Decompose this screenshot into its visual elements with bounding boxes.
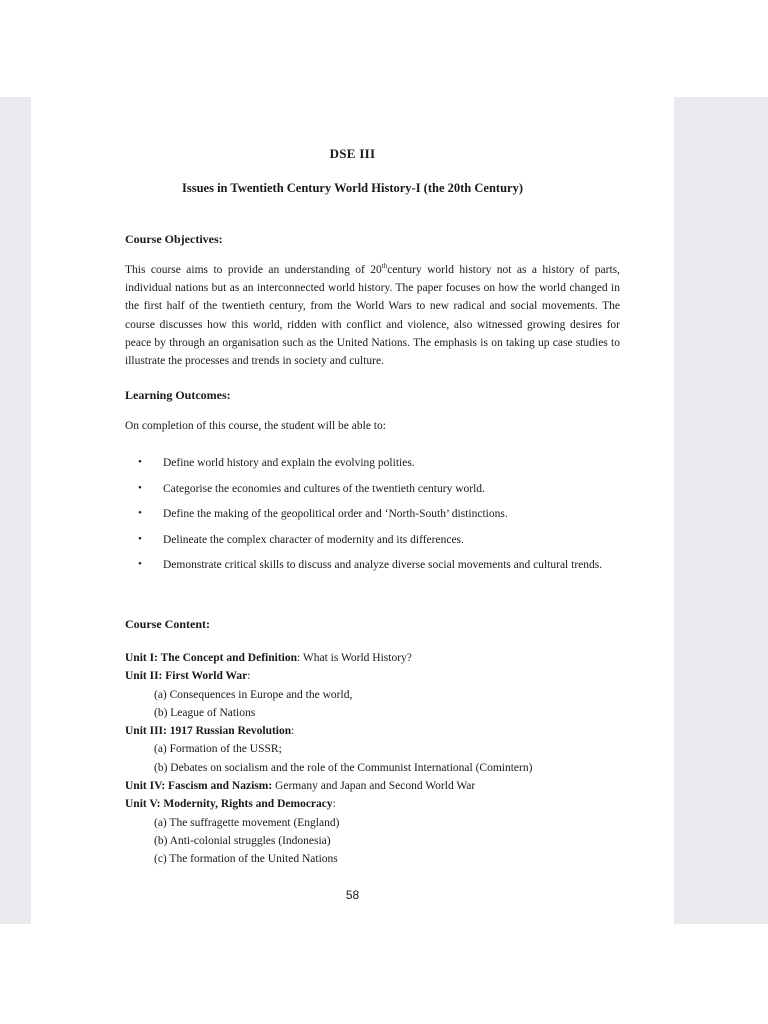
outcome-item	[138, 481, 620, 497]
unit-text: :	[291, 725, 295, 738]
bullet-marker: •	[138, 558, 142, 570]
unit-text: :	[332, 798, 336, 811]
outcome-item	[138, 557, 620, 573]
unit-subtopic: (b) Debates on socialism and the role of the Communist International (Comintern)	[154, 761, 533, 774]
unit-subtopic: (a) Formation of the USSR;	[154, 743, 282, 756]
bullet-marker: •	[138, 507, 142, 519]
document-page	[31, 97, 674, 924]
ordinal-superscript: th	[381, 262, 388, 271]
unit-text: : What is World History?	[297, 652, 412, 664]
outcome-item	[138, 532, 620, 548]
page-number: 58	[345, 888, 360, 902]
units-list	[125, 649, 645, 869]
objectives-heading: Course Objectives:	[125, 232, 223, 246]
outcome-text: Delineate the complex character of modernity and its differences.	[163, 533, 464, 546]
outcome-text: Define the making of the geopolitical order and ‘North-South’ distinctions.	[163, 508, 508, 520]
unit-label: Unit IV: Fascism and Nazism:	[125, 780, 273, 793]
bullet-marker: •	[138, 456, 142, 468]
unit-label: Unit II: First World War	[125, 670, 248, 683]
unit-line	[125, 667, 645, 685]
unit-text: Germany and Japan and Second World War	[272, 780, 476, 793]
bullet-marker: •	[138, 532, 142, 545]
unit-subtopic: (a) Consequences in Europe and the world,	[154, 688, 353, 701]
objectives-text-rest: century world history not as a history of parts, individual nations but as an interconnected world history. The paper focuses on how the world changed in the first half of the twentieth century, from the World Wars to new radical and social movements. The course discusses how this world, ridden with conflict and violence, also witnessed growing desires for peace by through an organisation such as the United Nations. The emphasis is on taking up case studies to illustrate the processes and trends in society and culture.	[125, 264, 620, 368]
objectives-paragraph	[125, 261, 620, 370]
unit-line	[125, 722, 645, 740]
outcome-text: Categorise the economies and cultures of the twentieth century world.	[163, 482, 485, 495]
course-title: Issues in Twentieth Century World History-I (the 20th Century)	[182, 181, 523, 195]
unit-label: Unit I: The Concept and Definition	[125, 652, 297, 664]
outcomes-list	[138, 455, 620, 583]
outcome-item	[138, 506, 620, 522]
unit-line	[125, 649, 645, 667]
outcome-text: Demonstrate critical skills to discuss and analyze diverse social movements and cultural trends.	[163, 559, 603, 571]
unit-line	[125, 777, 645, 795]
unit-subtopic: (c) The formation of the United Nations	[154, 853, 338, 866]
outcomes-intro: On completion of this course, the student will be able to:	[125, 420, 386, 432]
course-code-title: DSE III	[329, 146, 376, 161]
unit-subtopic: (b) League of Nations	[154, 706, 256, 719]
unit-label: Unit III: 1917 Russian Revolution	[125, 725, 292, 738]
unit-line	[125, 795, 645, 813]
unit-subtopic: (a) The suffragette movement (England)	[154, 816, 340, 829]
bullet-marker: •	[138, 481, 142, 494]
outcome-text: Define world history and explain the evolving polities.	[163, 457, 415, 469]
unit-text: :	[247, 670, 251, 683]
outcome-item	[138, 455, 620, 471]
objectives-text-start: This course aims to provide an understanding of 20	[125, 264, 382, 276]
content-heading: Course Content:	[125, 617, 210, 631]
unit-subtopic: (b) Anti-colonial struggles (Indonesia)	[154, 834, 331, 847]
unit-label: Unit V: Modernity, Rights and Democracy	[125, 798, 333, 811]
outcomes-heading: Learning Outcomes:	[125, 388, 231, 402]
